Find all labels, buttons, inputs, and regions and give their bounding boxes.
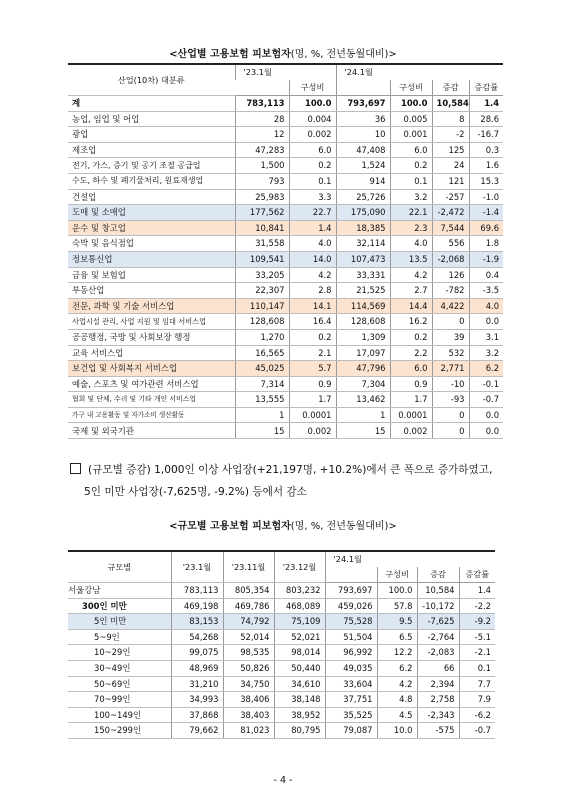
cell-d: 96,992 [325,645,377,661]
cell-chg: -2,068 [432,251,469,267]
cell-s: 12.2 [377,645,417,661]
cell-v2301: 15 [235,423,289,439]
cell-s: 4.5 [377,707,417,723]
industry-name: 공공행정, 국방 및 사회보장 행정 [68,329,235,345]
cell-s2401: 0.1 [390,173,432,189]
cell-v2301: 45,025 [235,361,289,377]
cell-a: 99,075 [171,645,223,661]
cell-v2401: 47,796 [336,361,390,377]
cell-chg: -2,343 [417,707,459,723]
cell-v2301: 12 [235,127,289,143]
table-row [68,251,503,267]
cell-d: 49,035 [325,660,377,676]
table1-caption-sub: (명, %, 전년동월대비)> [290,49,397,60]
cell-d: 459,026 [325,598,377,614]
header-2401: '24.1월 [336,64,503,80]
table-row [68,111,503,127]
cell-v2401: 32,114 [336,236,390,252]
cell-v2301: 13,555 [235,392,289,408]
cell-rate: -0.7 [469,392,503,408]
cell-rate: 0.0 [469,314,503,330]
cell-s2401: 22.1 [390,205,432,221]
cell-s2401: 0.002 [390,423,432,439]
t2-header-blank [325,567,377,582]
industry-name: 전문, 과학 및 기술 서비스업 [68,298,235,314]
header-blank-2 [336,80,390,95]
table-row [68,676,495,692]
cell-chg: -2,083 [417,645,459,661]
cell-v2301: 33,205 [235,267,289,283]
industry-name: 보건업 및 사회복지 서비스업 [68,361,235,377]
industry-name: 건설업 [68,189,235,205]
cell-rate: 1.4 [459,583,495,599]
table1-caption [0,45,566,60]
cell-v2301: 1,500 [235,158,289,174]
cell-v2401: 13,462 [336,392,390,408]
cell-s2301: 22.7 [289,205,336,221]
header-blank-1 [235,80,289,95]
table-row [68,407,503,423]
cell-s2301: 6.0 [289,142,336,158]
cell-b: 805,354 [223,583,274,599]
cell-rate: 0.0 [469,423,503,439]
table-row [68,205,503,221]
cell-d: 37,751 [325,692,377,708]
cell-v2401: 175,090 [336,205,390,221]
cell-s2301: 100.0 [289,96,336,112]
cell-v2301: 7,314 [235,376,289,392]
cell-b: 74,792 [223,614,274,630]
table-row [68,583,495,599]
cell-b: 98,535 [223,645,274,661]
cell-s: 100.0 [377,583,417,599]
cell-v2301: 1,270 [235,329,289,345]
cell-rate: -1.0 [469,189,503,205]
cell-a: 48,969 [171,660,223,676]
header-category: 산업(10차) 대분류 [68,64,235,96]
industry-name: 협회 및 단체, 수리 및 기타 개인 서비스업 [68,392,235,408]
cell-v2301: 31,558 [235,236,289,252]
table-row [68,173,503,189]
size-category: 서울강남 [68,583,171,599]
cell-s2301: 0.9 [289,376,336,392]
cell-c: 98,014 [274,645,325,661]
t2-header-c1: '23.1월 [171,551,223,583]
cell-v2401: 15 [336,423,390,439]
table-row [68,392,503,408]
cell-chg: -10 [432,376,469,392]
industry-name: 제조업 [68,142,235,158]
cell-b: 38,403 [223,707,274,723]
cell-chg: 8 [432,111,469,127]
cell-v2301: 47,283 [235,142,289,158]
cell-s: 6.2 [377,660,417,676]
cell-rate: -6.2 [459,707,495,723]
cell-v2301: 109,541 [235,251,289,267]
cell-a: 31,210 [171,676,223,692]
cell-s2301: 4.2 [289,267,336,283]
cell-rate: -0.7 [459,723,495,739]
cell-v2401: 1,309 [336,329,390,345]
table-row [68,267,503,283]
cell-v2401: 18,385 [336,220,390,236]
cell-v2301: 110,147 [235,298,289,314]
cell-s2401: 100.0 [390,96,432,112]
t2-header-c2: '23.11월 [223,551,274,583]
industry-name: 정보통신업 [68,251,235,267]
header-change: 증감 [432,80,469,95]
table-row [68,96,503,112]
cell-v2401: 36 [336,111,390,127]
table-row [68,158,503,174]
cell-c: 803,232 [274,583,325,599]
size-category: 10~29인 [68,645,171,661]
cell-s2301: 14.1 [289,298,336,314]
cell-s2301: 5.7 [289,361,336,377]
cell-v2301: 25,983 [235,189,289,205]
cell-s2301: 0.004 [289,111,336,127]
cell-chg: 2,758 [417,692,459,708]
table-row [68,629,495,645]
table-row [68,298,503,314]
cell-rate: 0.1 [459,660,495,676]
cell-v2301: 177,562 [235,205,289,221]
cell-s2401: 2.7 [390,283,432,299]
cell-d: 51,504 [325,629,377,645]
cell-a: 37,868 [171,707,223,723]
cell-chg: 24 [432,158,469,174]
cell-s2401: 6.0 [390,361,432,377]
cell-s2401: 3.2 [390,189,432,205]
cell-chg: 0 [432,423,469,439]
cell-s: 6.5 [377,629,417,645]
size-category: 150~299인 [68,723,171,739]
cell-chg: -93 [432,392,469,408]
size-category: 5~9인 [68,629,171,645]
page-number: - 4 - [273,775,293,786]
cell-d: 75,528 [325,614,377,630]
cell-s2301: 0.002 [289,127,336,143]
industry-name: 부동산업 [68,283,235,299]
table-row [68,361,503,377]
table-row [68,189,503,205]
table-row [68,598,495,614]
industry-table [68,63,503,439]
cell-s2401: 14.4 [390,298,432,314]
cell-s2301: 0.2 [289,158,336,174]
size-category: 300인 미만 [68,598,171,614]
cell-v2401: 10 [336,127,390,143]
cell-rate: 69.6 [469,220,503,236]
cell-v2401: 1 [336,407,390,423]
cell-s: 4.8 [377,692,417,708]
table-row [68,127,503,143]
cell-chg: 7,544 [432,220,469,236]
cell-rate: 3.2 [469,345,503,361]
cell-v2301: 16,565 [235,345,289,361]
cell-v2401: 47,408 [336,142,390,158]
cell-s2401: 6.0 [390,142,432,158]
cell-chg: -10,172 [417,598,459,614]
table2-caption [0,517,566,532]
table-row [68,376,503,392]
table-row [68,220,503,236]
cell-v2401: 1,524 [336,158,390,174]
cell-s2401: 16.2 [390,314,432,330]
cell-s2301: 0.1 [289,173,336,189]
cell-s2401: 0.001 [390,127,432,143]
summary-line-1 [70,459,532,481]
cell-v2301: 10,841 [235,220,289,236]
cell-s2401: 2.2 [390,345,432,361]
cell-s2401: 0.9 [390,376,432,392]
cell-c: 38,952 [274,707,325,723]
cell-v2401: 793,697 [336,96,390,112]
cell-s: 57.8 [377,598,417,614]
cell-v2301: 783,113 [235,96,289,112]
cell-rate: -5.1 [459,629,495,645]
cell-s2401: 2.3 [390,220,432,236]
cell-rate: -1.9 [469,251,503,267]
cell-s2401: 4.2 [390,267,432,283]
cell-chg: 2,771 [432,361,469,377]
table-row [68,345,503,361]
cell-s: 10.0 [377,723,417,739]
cell-v2401: 7,304 [336,376,390,392]
cell-c: 80,795 [274,723,325,739]
cell-s2401: 1.7 [390,392,432,408]
t2-header-share: 구성비 [377,567,417,582]
cell-v2301: 128,608 [235,314,289,330]
table-row [68,329,503,345]
cell-s: 4.2 [377,676,417,692]
cell-chg: -575 [417,723,459,739]
cell-s2301: 4.0 [289,236,336,252]
cell-chg: 2,394 [417,676,459,692]
cell-chg: -782 [432,283,469,299]
summary-line-2: 5인 미만 사업장(-7,625명, -9.2%) 등에서 감소 [84,486,307,498]
checkbox-bullet-icon [70,463,81,474]
cell-a: 54,268 [171,629,223,645]
cell-chg: -2,472 [432,205,469,221]
cell-s2301: 1.4 [289,220,336,236]
cell-chg: -2 [432,127,469,143]
industry-name: 교육 서비스업 [68,345,235,361]
size-category: 5인 미만 [68,614,171,630]
cell-chg: 532 [432,345,469,361]
cell-rate: 4.0 [469,298,503,314]
cell-rate: 0.4 [469,267,503,283]
cell-chg: 10,584 [432,96,469,112]
industry-name: 금융 및 보험업 [68,267,235,283]
cell-s2401: 0.0001 [390,407,432,423]
industry-name: 농업, 임업 및 어업 [68,111,235,127]
industry-name: 가구 내 고용활동 및 자가소비 생산활동 [68,407,235,423]
cell-rate: 7.9 [459,692,495,708]
cell-c: 34,610 [274,676,325,692]
industry-name: 도매 및 소매업 [68,205,235,221]
cell-s2301: 3.3 [289,189,336,205]
table1-caption-main: <산업별 고용보험 피보험자 [169,49,291,60]
cell-b: 38,406 [223,692,274,708]
cell-rate: 3.1 [469,329,503,345]
cell-chg: 121 [432,173,469,189]
cell-rate: 1.4 [469,96,503,112]
cell-v2401: 25,726 [336,189,390,205]
table-row [68,283,503,299]
industry-name: 광업 [68,127,235,143]
cell-v2401: 107,473 [336,251,390,267]
cell-chg: 0 [432,314,469,330]
cell-rate: -1.4 [469,205,503,221]
industry-name: 수도, 하수 및 폐기물처리, 원료재생업 [68,173,235,189]
cell-rate: 0.3 [469,142,503,158]
cell-c: 52,021 [274,629,325,645]
cell-a: 469,198 [171,598,223,614]
cell-s2401: 4.0 [390,236,432,252]
table-row [68,692,495,708]
cell-b: 469,786 [223,598,274,614]
cell-v2301: 22,307 [235,283,289,299]
cell-a: 79,662 [171,723,223,739]
size-category: 30~49인 [68,660,171,676]
cell-b: 50,826 [223,660,274,676]
size-table [68,550,495,739]
cell-s2301: 1.7 [289,392,336,408]
cell-d: 793,697 [325,583,377,599]
cell-s2401: 0.2 [390,158,432,174]
cell-rate: 1.8 [469,236,503,252]
industry-name: 숙박 및 음식점업 [68,236,235,252]
cell-d: 33,604 [325,676,377,692]
cell-rate: 1.6 [469,158,503,174]
cell-b: 34,750 [223,676,274,692]
size-category: 50~69인 [68,676,171,692]
cell-chg: 556 [432,236,469,252]
table2-caption-sub: (명, %, 전년동월대비)> [290,521,397,532]
t2-header-change: 증감 [417,567,459,582]
cell-rate: -0.1 [469,376,503,392]
t2-header-c4: '24.1월 [325,551,495,567]
size-category: 70~99인 [68,692,171,708]
table-row [68,423,503,439]
summary-line-1-text: (규모별 증감) 1,000인 이상 사업장(+21,197명, +10.2%)에서 큰 폭으로 증가하였고, [88,464,493,476]
cell-rate: -3.5 [469,283,503,299]
industry-name: 운수 및 창고업 [68,220,235,236]
size-category: 100~149인 [68,707,171,723]
cell-chg: 66 [417,660,459,676]
header-share-2301: 구성비 [289,80,336,95]
cell-v2401: 17,097 [336,345,390,361]
cell-v2401: 21,525 [336,283,390,299]
cell-chg: 0 [432,407,469,423]
industry-name: 예술, 스포츠 및 여가관련 서비스업 [68,376,235,392]
header-2301: '23.1월 [235,64,336,80]
cell-rate: 28.6 [469,111,503,127]
cell-v2401: 33,331 [336,267,390,283]
cell-v2401: 914 [336,173,390,189]
cell-chg: -7,625 [417,614,459,630]
cell-chg: 39 [432,329,469,345]
industry-name: 계 [68,96,235,112]
cell-rate: -16.7 [469,127,503,143]
cell-rate: 15.3 [469,173,503,189]
cell-s2401: 13.5 [390,251,432,267]
cell-chg: 126 [432,267,469,283]
t2-header-rate: 증감률 [459,567,495,582]
cell-chg: 125 [432,142,469,158]
cell-c: 50,440 [274,660,325,676]
cell-a: 783,113 [171,583,223,599]
cell-b: 52,014 [223,629,274,645]
cell-s: 9.5 [377,614,417,630]
table-row [68,236,503,252]
table-row [68,645,495,661]
cell-s2401: 0.005 [390,111,432,127]
cell-v2301: 793 [235,173,289,189]
cell-s2301: 0.2 [289,329,336,345]
cell-chg: 4,422 [432,298,469,314]
cell-s2301: 0.002 [289,423,336,439]
table-row [68,614,495,630]
cell-a: 83,153 [171,614,223,630]
cell-chg: 10,584 [417,583,459,599]
cell-v2301: 1 [235,407,289,423]
t2-header-category: 규모별 [68,551,171,583]
t2-header-c3: '23.12월 [274,551,325,583]
cell-rate: -2.1 [459,645,495,661]
cell-rate: 7.7 [459,676,495,692]
industry-name: 전기, 가스, 증기 및 공기 조절 공급업 [68,158,235,174]
cell-chg: -2,764 [417,629,459,645]
cell-d: 79,087 [325,723,377,739]
cell-s2301: 14.0 [289,251,336,267]
table-row [68,314,503,330]
cell-b: 81,023 [223,723,274,739]
cell-s2301: 16.4 [289,314,336,330]
cell-rate: -9.2 [459,614,495,630]
cell-rate: 0.0 [469,407,503,423]
cell-a: 34,993 [171,692,223,708]
cell-rate: -2.2 [459,598,495,614]
header-change-rate: 증감률 [469,80,503,95]
table-row [68,707,495,723]
cell-d: 35,525 [325,707,377,723]
cell-v2401: 114,569 [336,298,390,314]
cell-v2401: 128,608 [336,314,390,330]
cell-s2301: 0.0001 [289,407,336,423]
header-share-2401: 구성비 [390,80,432,95]
table-row [68,660,495,676]
industry-name: 사업시설 관리, 사업 지원 및 임대 서비스업 [68,314,235,330]
table-row [68,723,495,739]
cell-chg: -257 [432,189,469,205]
summary-paragraph [84,459,532,503]
cell-rate: 6.2 [469,361,503,377]
cell-c: 38,148 [274,692,325,708]
cell-s2301: 2.1 [289,345,336,361]
table2-caption-main: <규모별 고용보험 피보험자 [169,521,291,532]
cell-c: 75,109 [274,614,325,630]
industry-name: 국제 및 외국기관 [68,423,235,439]
cell-s2301: 2.8 [289,283,336,299]
cell-c: 468,089 [274,598,325,614]
table-row [68,142,503,158]
cell-s2401: 0.2 [390,329,432,345]
cell-v2301: 28 [235,111,289,127]
